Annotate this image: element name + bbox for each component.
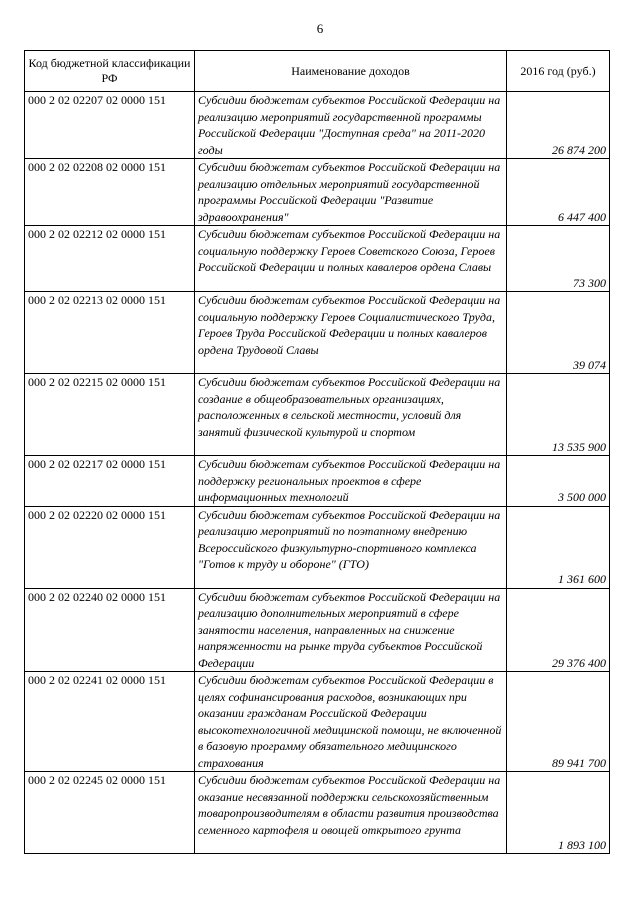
row-code: 000 2 02 02208 02 0000 151 [25, 159, 195, 226]
header-amount: 2016 год (руб.) [507, 51, 610, 92]
row-name: Субсидии бюджетам субъектов Российской Федерации на оказание несвязанной поддержки сельскохозяйственным товаропроизводителям в области развития производства семенного картофеля и овощей открытого грунта [195, 772, 507, 854]
revenue-table [24, 50, 610, 854]
row-code: 000 2 02 02207 02 0000 151 [25, 92, 195, 159]
row-amount: 6 447 400 [507, 159, 610, 226]
row-name: Субсидии бюджетам субъектов Российской Федерации на реализацию мероприятий по поэтапному внедрению Всероссийского физкультурно-спортивного комплекса "Готов к труду и обороне" (ГТО) [195, 506, 507, 588]
table-row [25, 772, 610, 854]
row-amount: 26 874 200 [507, 92, 610, 159]
row-amount: 89 941 700 [507, 672, 610, 772]
row-amount: 29 376 400 [507, 588, 610, 672]
header-row [25, 51, 610, 92]
table-row [25, 588, 610, 672]
row-code: 000 2 02 02245 02 0000 151 [25, 772, 195, 854]
row-code: 000 2 02 02220 02 0000 151 [25, 506, 195, 588]
row-amount: 3 500 000 [507, 456, 610, 507]
row-name: Субсидии бюджетам субъектов Российской Федерации на социальную поддержку Героев Социалистического Труда, Героев Труда Российской Федерации и полных кавалеров ордена Трудовой Славы [195, 292, 507, 374]
row-code: 000 2 02 02215 02 0000 151 [25, 374, 195, 456]
table-row [25, 456, 610, 507]
row-amount: 73 300 [507, 226, 610, 292]
header-code: Код бюджетной классификации РФ [25, 51, 195, 92]
table-row [25, 506, 610, 588]
row-amount: 39 074 [507, 292, 610, 374]
table-body [25, 92, 610, 854]
row-name: Субсидии бюджетам субъектов Российской Федерации на реализацию отдельных мероприятий государственной программы Российской Федерации "Развитие здравоохранения" [195, 159, 507, 226]
row-amount: 1 361 600 [507, 506, 610, 588]
row-code: 000 2 02 02217 02 0000 151 [25, 456, 195, 507]
row-name: Субсидии бюджетам субъектов Российской Федерации на социальную поддержку Героев Советского Союза, Героев Российской Федерации и полных кавалеров ордена Славы [195, 226, 507, 292]
row-code: 000 2 02 02213 02 0000 151 [25, 292, 195, 374]
table-row [25, 226, 610, 292]
row-amount: 1 893 100 [507, 772, 610, 854]
table-row [25, 92, 610, 159]
row-name: Субсидии бюджетам субъектов Российской Федерации на реализацию дополнительных мероприятий в сфере занятости населения, направленных на снижение напряженности на рынке труда субъектов Российской Федерации [195, 588, 507, 672]
row-name: Субсидии бюджетам субъектов Российской Федерации на создание в общеобразовательных организациях, расположенных в сельской местности, условий для занятий физической культурой и спортом [195, 374, 507, 456]
row-code: 000 2 02 02241 02 0000 151 [25, 672, 195, 772]
table-row [25, 374, 610, 456]
row-name: Субсидии бюджетам субъектов Российской Федерации на поддержку региональных проектов в сфере информационных технологий [195, 456, 507, 507]
row-name: Субсидии бюджетам субъектов Российской Федерации в целях софинансирования расходов, возникающих при оказании гражданам Российской Федерации высокотехнологичной медицинской помощи, не включенной в базовую программу обязательного медицинского страхования [195, 672, 507, 772]
table-row [25, 159, 610, 226]
table-row [25, 672, 610, 772]
page-number: 6 [316, 21, 324, 36]
row-code: 000 2 02 02212 02 0000 151 [25, 226, 195, 292]
table-header [25, 51, 610, 92]
row-name: Субсидии бюджетам субъектов Российской Федерации на реализацию мероприятий государственной программы Российской Федерации "Доступная среда" на 2011-2020 годы [195, 92, 507, 159]
row-code: 000 2 02 02240 02 0000 151 [25, 588, 195, 672]
header-name: Наименование доходов [195, 51, 507, 92]
table-row [25, 292, 610, 374]
row-amount: 13 535 900 [507, 374, 610, 456]
